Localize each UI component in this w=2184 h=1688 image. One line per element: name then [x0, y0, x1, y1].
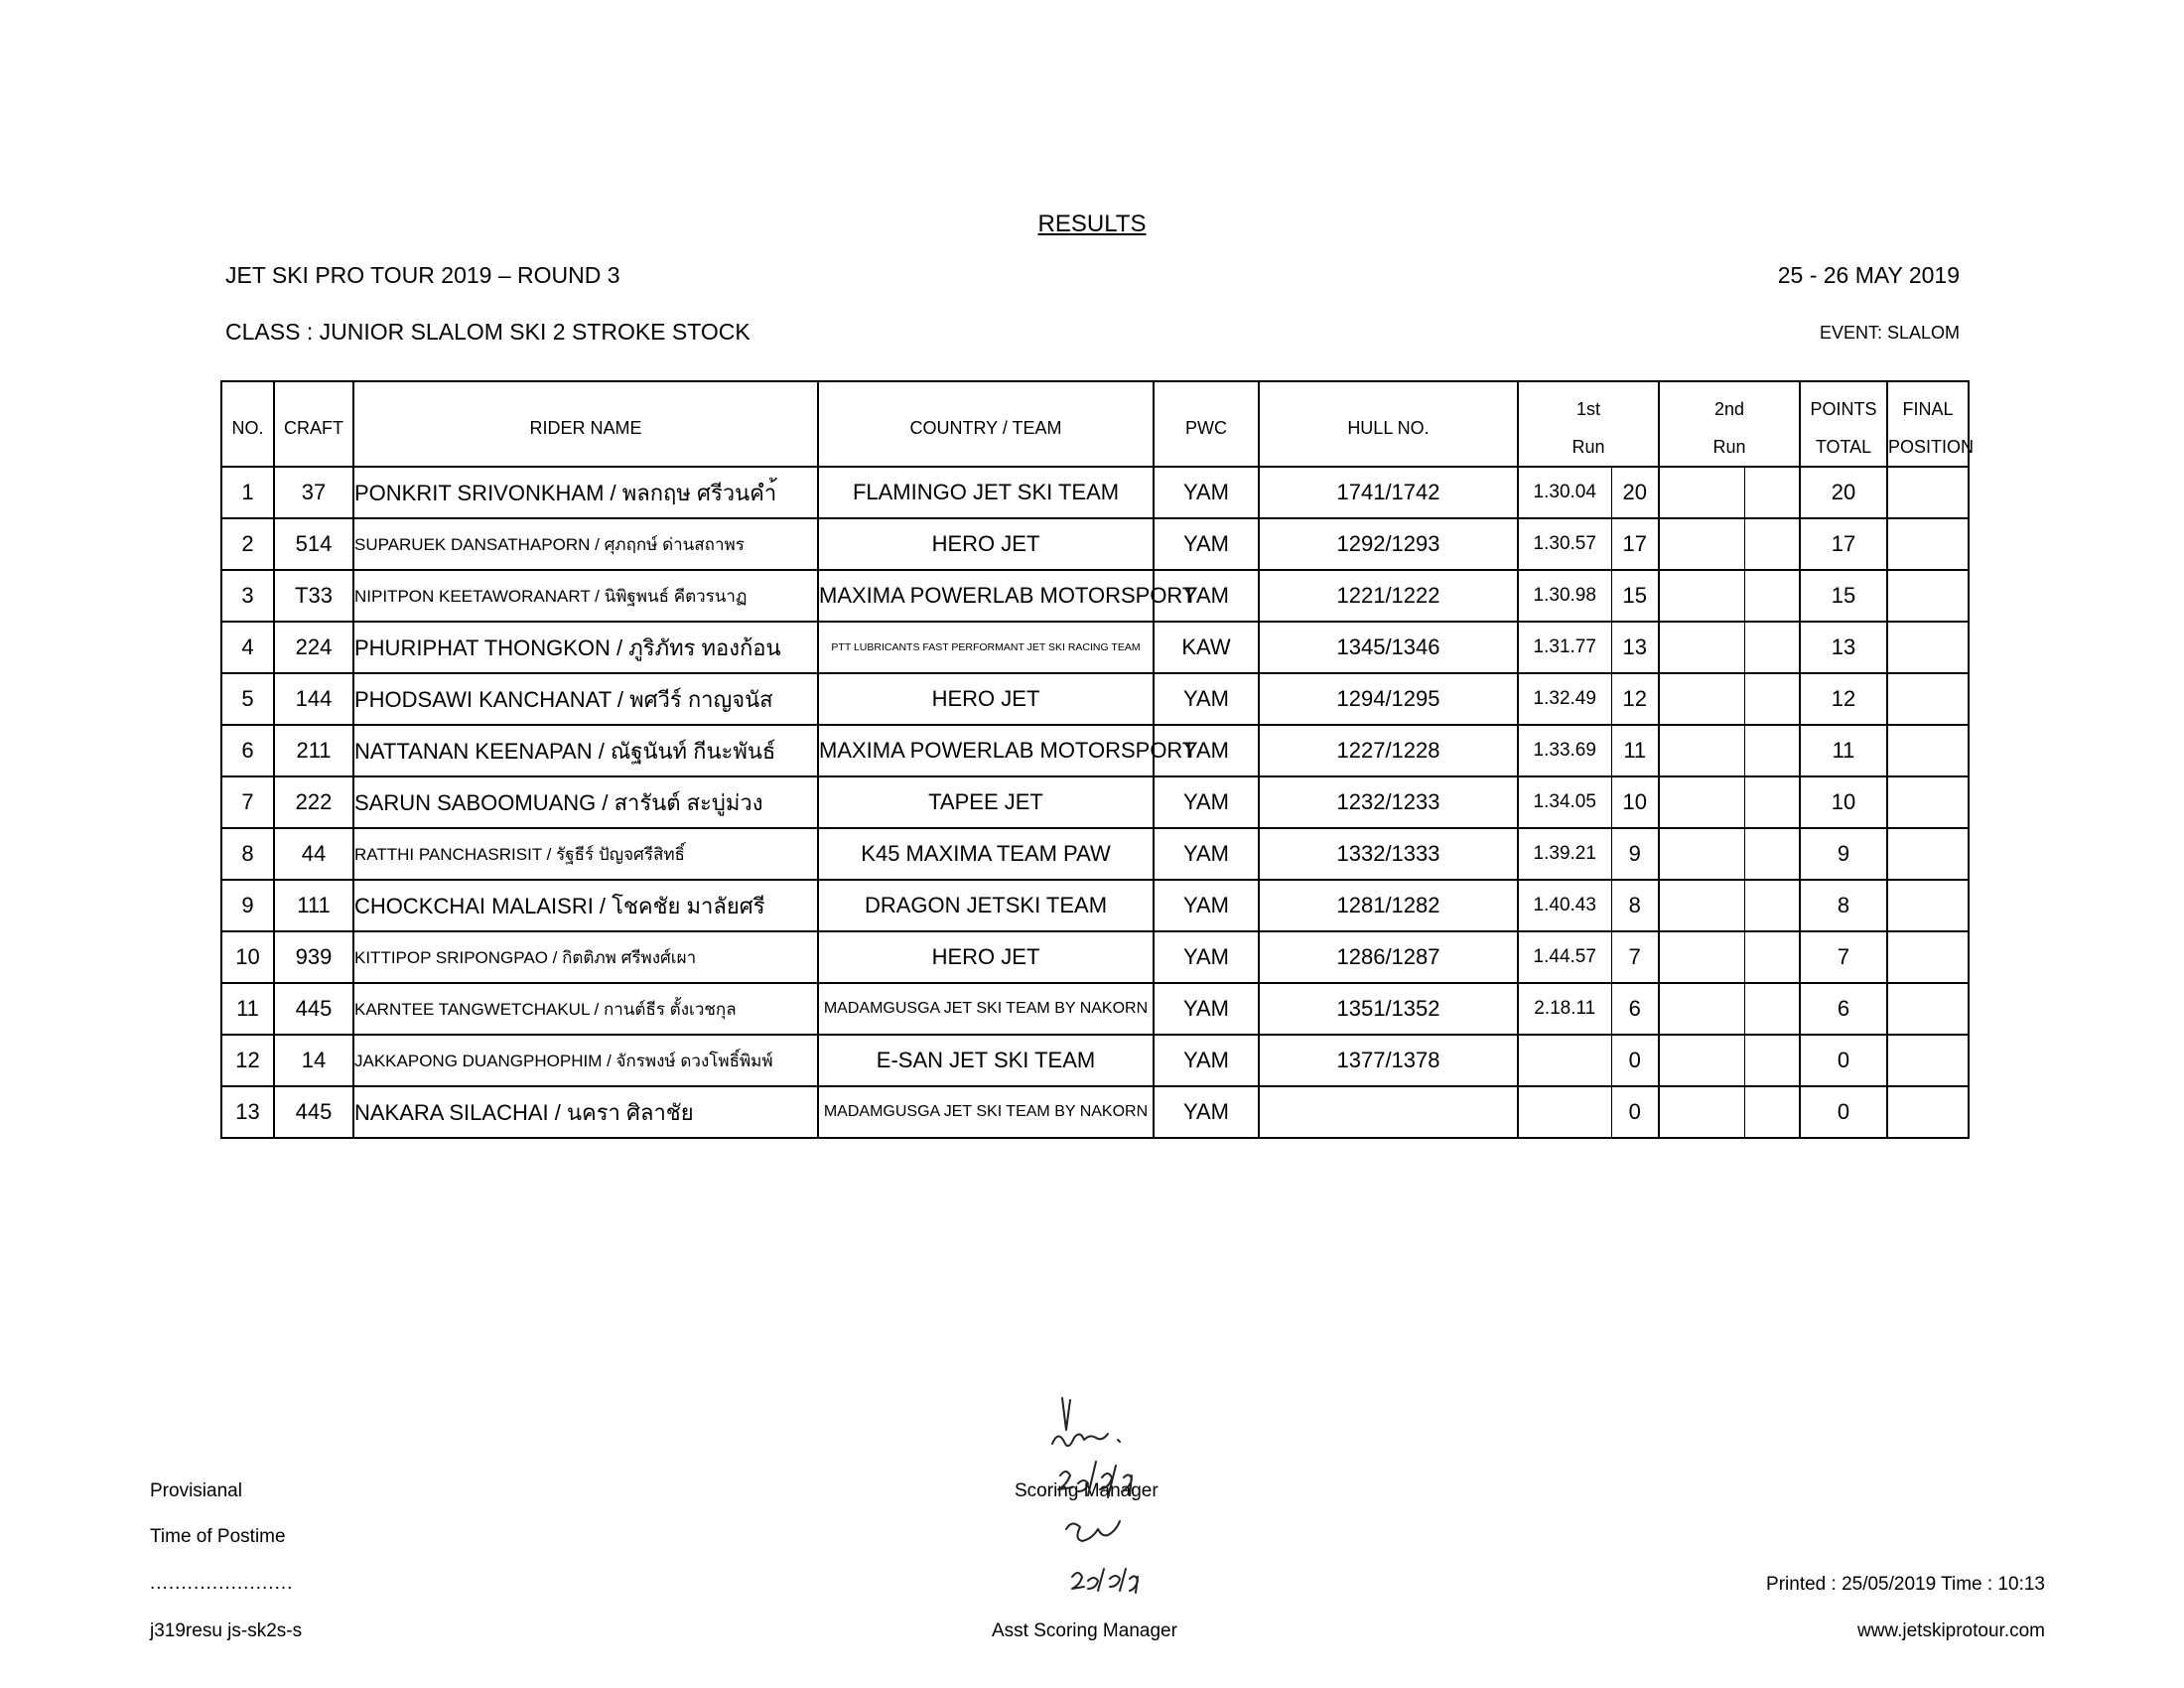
run2-points: [1744, 725, 1800, 776]
country-team: MAXIMA POWERLAB MOTORSPORT: [818, 725, 1154, 776]
class-name: CLASS : JUNIOR SLALOM SKI 2 STROKE STOCK: [225, 319, 751, 345]
run2-time: [1659, 570, 1744, 622]
table-row: [221, 570, 1969, 622]
points-total: 8: [1800, 880, 1887, 931]
event-type: EVENT: SLALOM: [1819, 323, 1960, 343]
country-team: MADAMGUSGA JET SKI TEAM BY NAKORN: [818, 983, 1154, 1035]
table-row: [221, 518, 1969, 570]
final-position: [1887, 776, 1969, 828]
run1-time: 1.39.21: [1518, 828, 1611, 880]
points-total: 20: [1800, 467, 1887, 518]
run1-time: 1.31.77: [1518, 622, 1611, 673]
header-craft: CRAFT: [274, 381, 353, 467]
run2-time: [1659, 1035, 1744, 1086]
craft-number: 111: [274, 880, 353, 931]
rider-name: NIPITPON KEETAWORANART / นิพิฐพนธ์ คีตวรนาฏ: [353, 570, 818, 622]
pwc-make: KAW: [1154, 622, 1259, 673]
printed-timestamp: Printed : 25/05/2019 Time : 10:13: [1766, 1574, 2045, 1595]
run1-points: 0: [1611, 1086, 1659, 1138]
craft-number: 222: [274, 776, 353, 828]
craft-number: 514: [274, 518, 353, 570]
run2-time: [1659, 467, 1744, 518]
header-1st-run: 1st Run: [1518, 381, 1659, 467]
row-no: 7: [221, 776, 274, 828]
run2-time: [1659, 983, 1744, 1035]
run1-points: 10: [1611, 776, 1659, 828]
rider-name: NATTANAN KEENAPAN / ณัฐนันท์ กีนะพันธ์: [353, 725, 818, 776]
run1-points: 12: [1611, 673, 1659, 725]
row-no: 6: [221, 725, 274, 776]
run1-time: 1.33.69: [1518, 725, 1611, 776]
pwc-make: YAM: [1154, 1086, 1259, 1138]
craft-number: 44: [274, 828, 353, 880]
results-table: [220, 380, 1975, 1139]
run1-points: 8: [1611, 880, 1659, 931]
run1-time: 2.18.11: [1518, 983, 1611, 1035]
pwc-make: YAM: [1154, 518, 1259, 570]
run2-points: [1744, 518, 1800, 570]
craft-number: 211: [274, 725, 353, 776]
country-team: FLAMINGO JET SKI TEAM: [818, 467, 1154, 518]
run2-time: [1659, 880, 1744, 931]
points-total: 7: [1800, 931, 1887, 983]
row-no: 4: [221, 622, 274, 673]
table-row: [221, 1086, 1969, 1138]
hull-number: 1221/1222: [1259, 570, 1518, 622]
table-row: [221, 725, 1969, 776]
hull-number: 1281/1282: [1259, 880, 1518, 931]
header-rider-name: RIDER NAME: [353, 381, 818, 467]
table-row: [221, 622, 1969, 673]
rider-name: SARUN SABOOMUANG / สารันต์ สะบู่ม่วง: [353, 776, 818, 828]
country-team: HERO JET: [818, 931, 1154, 983]
header-hull-no: HULL NO.: [1259, 381, 1518, 467]
points-total: 12: [1800, 673, 1887, 725]
hull-number: 1294/1295: [1259, 673, 1518, 725]
pwc-make: YAM: [1154, 1035, 1259, 1086]
row-no: 3: [221, 570, 274, 622]
run2-time: [1659, 931, 1744, 983]
hull-number: 1227/1228: [1259, 725, 1518, 776]
run2-points: [1744, 931, 1800, 983]
hull-number: 1351/1352: [1259, 983, 1518, 1035]
run1-time: 1.30.98: [1518, 570, 1611, 622]
final-position: [1887, 518, 1969, 570]
craft-number: 37: [274, 467, 353, 518]
final-position: [1887, 1035, 1969, 1086]
rider-name: NAKARA SILACHAI / นครา ศิลาชัย: [353, 1086, 818, 1138]
pwc-make: YAM: [1154, 880, 1259, 931]
run1-points: 6: [1611, 983, 1659, 1035]
run1-points: 13: [1611, 622, 1659, 673]
final-position: [1887, 622, 1969, 673]
scoring-manager-label: Scoring Manager: [1015, 1480, 1159, 1501]
row-no: 1: [221, 467, 274, 518]
country-team: HERO JET: [818, 673, 1154, 725]
row-no: 11: [221, 983, 274, 1035]
run1-time: [1518, 1035, 1611, 1086]
run1-time: 1.34.05: [1518, 776, 1611, 828]
run1-points: 9: [1611, 828, 1659, 880]
craft-number: 445: [274, 1086, 353, 1138]
country-team: PTT LUBRICANTS FAST PERFORMANT JET SKI RACING TEAM: [818, 622, 1154, 673]
run2-points: [1744, 1035, 1800, 1086]
header-row: [221, 381, 1969, 467]
pwc-make: YAM: [1154, 725, 1259, 776]
hull-number: 1332/1333: [1259, 828, 1518, 880]
run2-points: [1744, 1086, 1800, 1138]
row-no: 9: [221, 880, 274, 931]
final-position: [1887, 1086, 1969, 1138]
table-row: [221, 828, 1969, 880]
row-no: 2: [221, 518, 274, 570]
final-position: [1887, 880, 1969, 931]
run2-time: [1659, 673, 1744, 725]
run1-points: 11: [1611, 725, 1659, 776]
run2-time: [1659, 1086, 1744, 1138]
table-row: [221, 880, 1969, 931]
header-2nd-run: 2nd Run: [1659, 381, 1800, 467]
rider-name: KITTIPOP SRIPONGPAO / กิตติภพ ศรีพงศ์เผา: [353, 931, 818, 983]
run1-time: 1.40.43: [1518, 880, 1611, 931]
pwc-make: YAM: [1154, 776, 1259, 828]
rider-name: PHURIPHAT THONGKON / ภูริภัทร ทองก้อน: [353, 622, 818, 673]
rider-name: SUPARUEK DANSATHAPORN / ศุภฤกษ์ ด่านสถาพร: [353, 518, 818, 570]
rider-name: JAKKAPONG DUANGPHOPHIM / จักรพงษ์ ดวงโพธิ์พิมพ์: [353, 1035, 818, 1086]
table-row: [221, 467, 1969, 518]
pwc-make: YAM: [1154, 931, 1259, 983]
run1-points: 7: [1611, 931, 1659, 983]
run2-time: [1659, 828, 1744, 880]
points-total: 0: [1800, 1035, 1887, 1086]
pwc-make: YAM: [1154, 828, 1259, 880]
final-position: [1887, 983, 1969, 1035]
country-team: HERO JET: [818, 518, 1154, 570]
hull-number: [1259, 1086, 1518, 1138]
country-team: MADAMGUSGA JET SKI TEAM BY NAKORN: [818, 1086, 1154, 1138]
pwc-make: YAM: [1154, 467, 1259, 518]
run1-time: 1.30.04: [1518, 467, 1611, 518]
run1-time: [1518, 1086, 1611, 1138]
run2-points: [1744, 828, 1800, 880]
document-title: RESULTS: [1037, 211, 1147, 237]
craft-number: 224: [274, 622, 353, 673]
final-position: [1887, 467, 1969, 518]
points-total: 6: [1800, 983, 1887, 1035]
final-position: [1887, 673, 1969, 725]
table-row: [221, 931, 1969, 983]
hull-number: 1741/1742: [1259, 467, 1518, 518]
event-date: 25 - 26 MAY 2019: [1777, 262, 1960, 288]
final-position: [1887, 725, 1969, 776]
rider-name: KARNTEE TANGWETCHAKUL / กานต์ธีร ตั้งเวชกุล: [353, 983, 818, 1035]
run1-points: 17: [1611, 518, 1659, 570]
points-total: 9: [1800, 828, 1887, 880]
rider-name: PONKRIT SRIVONKHAM / พลกฤษ ศรีวนคำ้: [353, 467, 818, 518]
header-final-position: FINAL POSITION: [1887, 381, 1969, 467]
craft-number: 14: [274, 1035, 353, 1086]
hull-number: 1345/1346: [1259, 622, 1518, 673]
final-position: [1887, 931, 1969, 983]
run1-points: 0: [1611, 1035, 1659, 1086]
postime-blank: .......................: [150, 1573, 294, 1594]
craft-number: T33: [274, 570, 353, 622]
run2-points: [1744, 570, 1800, 622]
country-team: DRAGON JETSKI TEAM: [818, 880, 1154, 931]
hull-number: 1232/1233: [1259, 776, 1518, 828]
rider-name: CHOCKCHAI MALAISRI / โชคชัย มาลัยศรี: [353, 880, 818, 931]
header-country-team: COUNTRY / TEAM: [818, 381, 1154, 467]
points-total: 10: [1800, 776, 1887, 828]
run2-points: [1744, 622, 1800, 673]
header-no: NO.: [221, 381, 274, 467]
website-url: www.jetskiprotour.com: [1856, 1620, 2045, 1641]
run1-time: 1.44.57: [1518, 931, 1611, 983]
handwritten-signature: [1032, 1380, 1181, 1609]
craft-number: 939: [274, 931, 353, 983]
run2-points: [1744, 776, 1800, 828]
country-team: E-SAN JET SKI TEAM: [818, 1035, 1154, 1086]
event-name: JET SKI PRO TOUR 2019 – ROUND 3: [225, 262, 620, 288]
country-team: MAXIMA POWERLAB MOTORSPORT: [818, 570, 1154, 622]
pwc-make: YAM: [1154, 570, 1259, 622]
run2-points: [1744, 983, 1800, 1035]
run2-time: [1659, 776, 1744, 828]
run2-points: [1744, 880, 1800, 931]
row-no: 12: [221, 1035, 274, 1086]
hull-number: 1286/1287: [1259, 931, 1518, 983]
rider-name: PHODSAWI KANCHANAT / พศวีร์ กาญจนัส: [353, 673, 818, 725]
table-row: [221, 983, 1969, 1035]
header-points-total: POINTS TOTAL: [1800, 381, 1887, 467]
row-no: 10: [221, 931, 274, 983]
final-position: [1887, 828, 1969, 880]
hull-number: 1292/1293: [1259, 518, 1518, 570]
points-total: 13: [1800, 622, 1887, 673]
final-position: [1887, 570, 1969, 622]
run1-points: 15: [1611, 570, 1659, 622]
points-total: 0: [1800, 1086, 1887, 1138]
run2-time: [1659, 622, 1744, 673]
table-row: [221, 1035, 1969, 1086]
points-total: 17: [1800, 518, 1887, 570]
row-no: 13: [221, 1086, 274, 1138]
run2-time: [1659, 518, 1744, 570]
header-pwc: PWC: [1154, 381, 1259, 467]
run1-time: 1.30.57: [1518, 518, 1611, 570]
file-code: j319resu js-sk2s-s: [150, 1620, 303, 1641]
craft-number: 445: [274, 983, 353, 1035]
country-team: K45 MAXIMA TEAM PAW: [818, 828, 1154, 880]
rider-name: RATTHI PANCHASRISIT / รัฐธีร์ ปัญจศรีสิทธิ์: [353, 828, 818, 880]
points-total: 15: [1800, 570, 1887, 622]
pwc-make: YAM: [1154, 673, 1259, 725]
hull-number: 1377/1378: [1259, 1035, 1518, 1086]
run2-time: [1659, 725, 1744, 776]
row-no: 8: [221, 828, 274, 880]
table-row: [221, 673, 1969, 725]
run2-points: [1744, 673, 1800, 725]
run1-points: 20: [1611, 467, 1659, 518]
provisional-label: Provisianal: [150, 1480, 242, 1501]
run2-points: [1744, 467, 1800, 518]
time-of-postime-label: Time of Postime: [150, 1526, 286, 1547]
table-row: [221, 776, 1969, 828]
row-no: 5: [221, 673, 274, 725]
points-total: 11: [1800, 725, 1887, 776]
country-team: TAPEE JET: [818, 776, 1154, 828]
asst-scoring-manager-label: Asst Scoring Manager: [992, 1620, 1177, 1641]
run1-time: 1.32.49: [1518, 673, 1611, 725]
craft-number: 144: [274, 673, 353, 725]
pwc-make: YAM: [1154, 983, 1259, 1035]
